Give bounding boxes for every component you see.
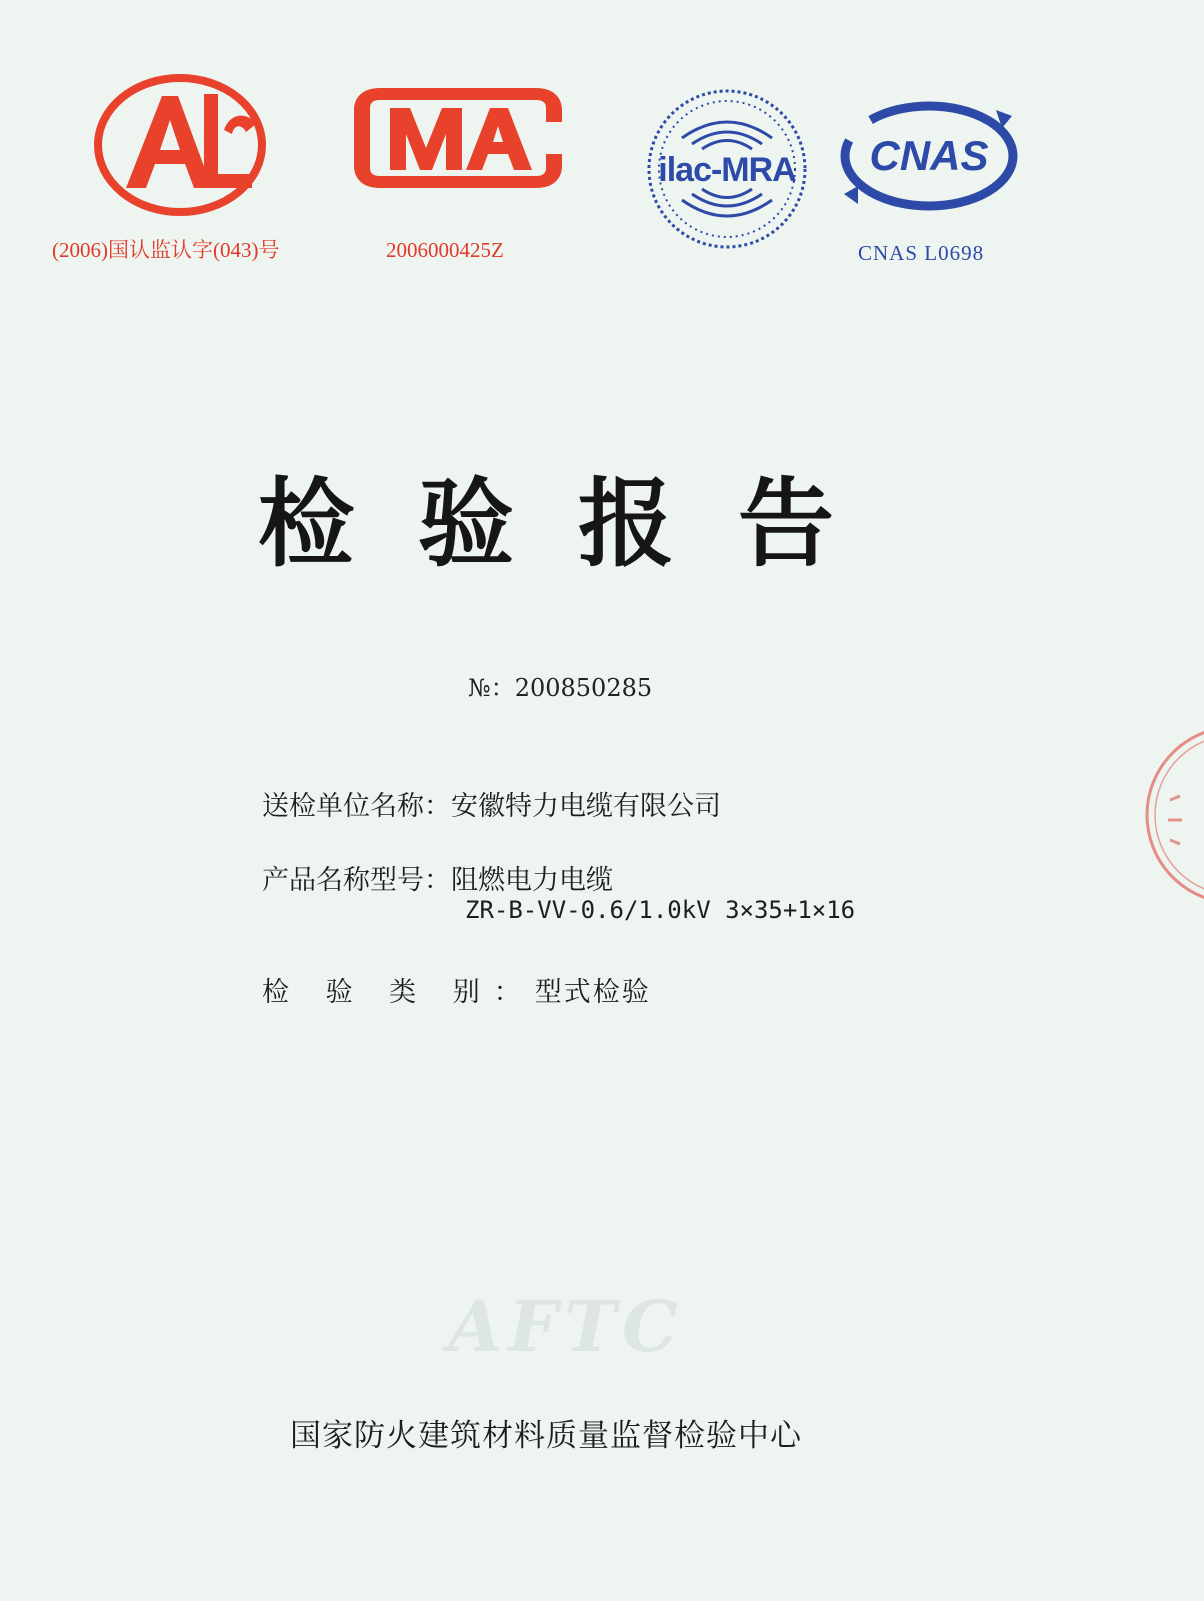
cal-caption: (2006)国认监认字(043)号 <box>52 238 280 262</box>
svg-text:ilac-MRA: ilac-MRA <box>658 151 796 189</box>
cnas-logo <box>836 86 1022 226</box>
product-model: ZR-B-VV-0.6/1.0kV 3×35+1×16 <box>465 896 856 924</box>
cal-logo <box>92 72 268 218</box>
client-label: 送检单位名称： <box>262 791 451 822</box>
report-number: №：200850285 <box>468 674 653 702</box>
svg-text:CNAS: CNAS <box>869 132 989 179</box>
field-product <box>262 858 613 897</box>
cnas-caption: CNAS L0698 <box>858 241 985 265</box>
page-title: 检验报告 <box>258 468 898 580</box>
field-client <box>262 784 721 823</box>
ilac-mra-logo <box>644 86 810 252</box>
cma-caption: 2006000425Z <box>386 238 504 262</box>
cma-logo <box>350 82 566 194</box>
red-seal-stamp <box>1140 720 1204 914</box>
field-inspection-type <box>262 970 651 1009</box>
product-value: 阻燃电力电缆 <box>451 865 613 896</box>
type-value: 型式检验 <box>534 977 651 1008</box>
type-label: 检 验 类 别： <box>262 977 535 1008</box>
aftc-watermark: AFTC <box>448 1285 684 1368</box>
issuer-name: 国家防火建筑材料质量监督检验中心 <box>290 1418 802 1454</box>
product-label: 产品名称型号： <box>262 865 451 896</box>
client-value: 安徽特力电缆有限公司 <box>451 791 721 822</box>
